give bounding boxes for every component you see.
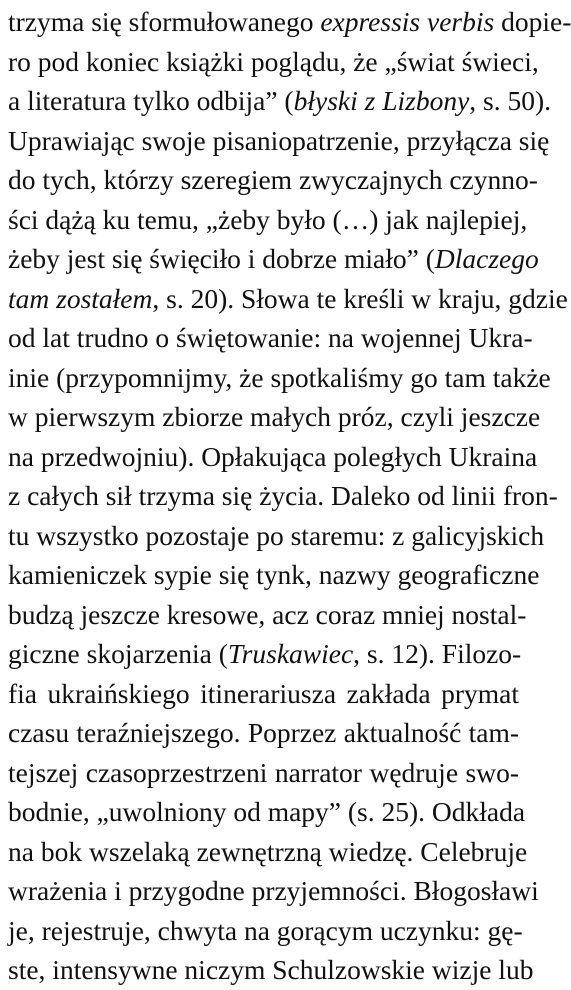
text-segment: tejszej czasoprzestrzeni narrator wędruje swo- [8,756,519,788]
text-segment: ro pod koniec książki poglądu, że „świat świeci, [8,45,539,77]
text-segment: od lat trudno o świętowanie: na wojennej Ukra- [8,322,533,353]
text-segment: bodnie, „uwolniony od mapy” (s. 25). Odkłada [8,796,526,827]
text-line [8,437,538,477]
text-line [8,358,551,398]
text-segment: ści dążą ku temu, „żeby było (…) jak najlepiej, [8,203,528,235]
italic-segment: expressis verbis [320,6,495,37]
text-line [8,871,539,911]
text-line [8,279,568,319]
text-line [8,792,526,832]
text-segment: z całych sił trzyma się życia. Daleko od linii fron- [8,480,558,511]
italic-segment: błyski z Lizbony [293,85,470,116]
text-segment: inie (przypomnijmy, że spotkaliśmy go tam także [8,361,551,393]
text-line [8,318,533,358]
text-segment: a literatura tylko odbija” ( [8,85,294,116]
text-segment: ste, intensywne niczym Schulzowskie wizje lub [8,954,534,985]
text-line [8,239,539,279]
italic-segment: Truskawiec [227,638,354,669]
text-segment: , s. 20). Słowa te kreśli w kraju, gdzie [152,282,568,314]
text-segment: je, rejestruje, chwyta na gorącym uczynku: gę- [8,914,523,946]
text-line [8,753,519,793]
text-segment: fia ukraińskiego itinerariusza zakłada prymat [8,677,519,709]
text-line [8,950,534,990]
text-line [8,397,541,437]
text-segment: kamieniczek sypie się tynk, nazwy geograficzne [8,559,540,590]
text-line [8,476,558,516]
text-segment: trzyma się sformułowanego [8,6,321,37]
text-segment: dopie- [494,6,571,37]
text-segment: giczne skojarzenia ( [8,638,228,669]
text-segment: tu wszystko pozostaje po staremu: z galicyjskich [8,519,545,551]
text-line [8,2,571,42]
text-segment: , s. 50). [469,85,552,116]
text-line [8,42,539,82]
text-line [8,555,540,595]
text-segment: do tych, którzy szeregiem zwyczajnych czynno- [8,164,538,195]
text-segment: Uprawiając swoje pisaniopatrzenie, przyłącza się [8,124,550,156]
text-segment: czasu teraźniejszego. Poprzez aktualność tam- [8,717,519,748]
text-segment: na przedwojniu). Opłakująca poległych Ukraina [8,440,538,472]
text-line [8,200,528,240]
text-line [8,634,522,674]
text-segment: wrażenia i przygodne przyjemności. Błogosławi [8,875,539,906]
text-line [8,81,552,121]
body-text [8,2,571,990]
text-line [8,595,527,635]
text-segment: w pierwszym zbiorze małych próz, czyli jeszcze [8,401,541,432]
text-segment: budzą jeszcze kresowe, acz coraz mniej nostal- [8,598,527,630]
text-line [8,911,523,951]
text-line [8,516,545,556]
text-segment: , s. 12). Filozo- [353,638,522,669]
text-line [8,832,528,872]
italic-segment: tam zostałem [8,282,153,314]
text-line [8,674,519,714]
text-segment: żeby jest się święciło i dobrze miało” ( [8,243,435,274]
text-line [8,713,519,753]
italic-segment: Dlaczego [434,243,539,274]
text-line [8,160,538,200]
text-segment: na bok wszelaką zewnętrzną wiedzę. Celebruje [8,835,528,867]
text-line [8,121,550,161]
